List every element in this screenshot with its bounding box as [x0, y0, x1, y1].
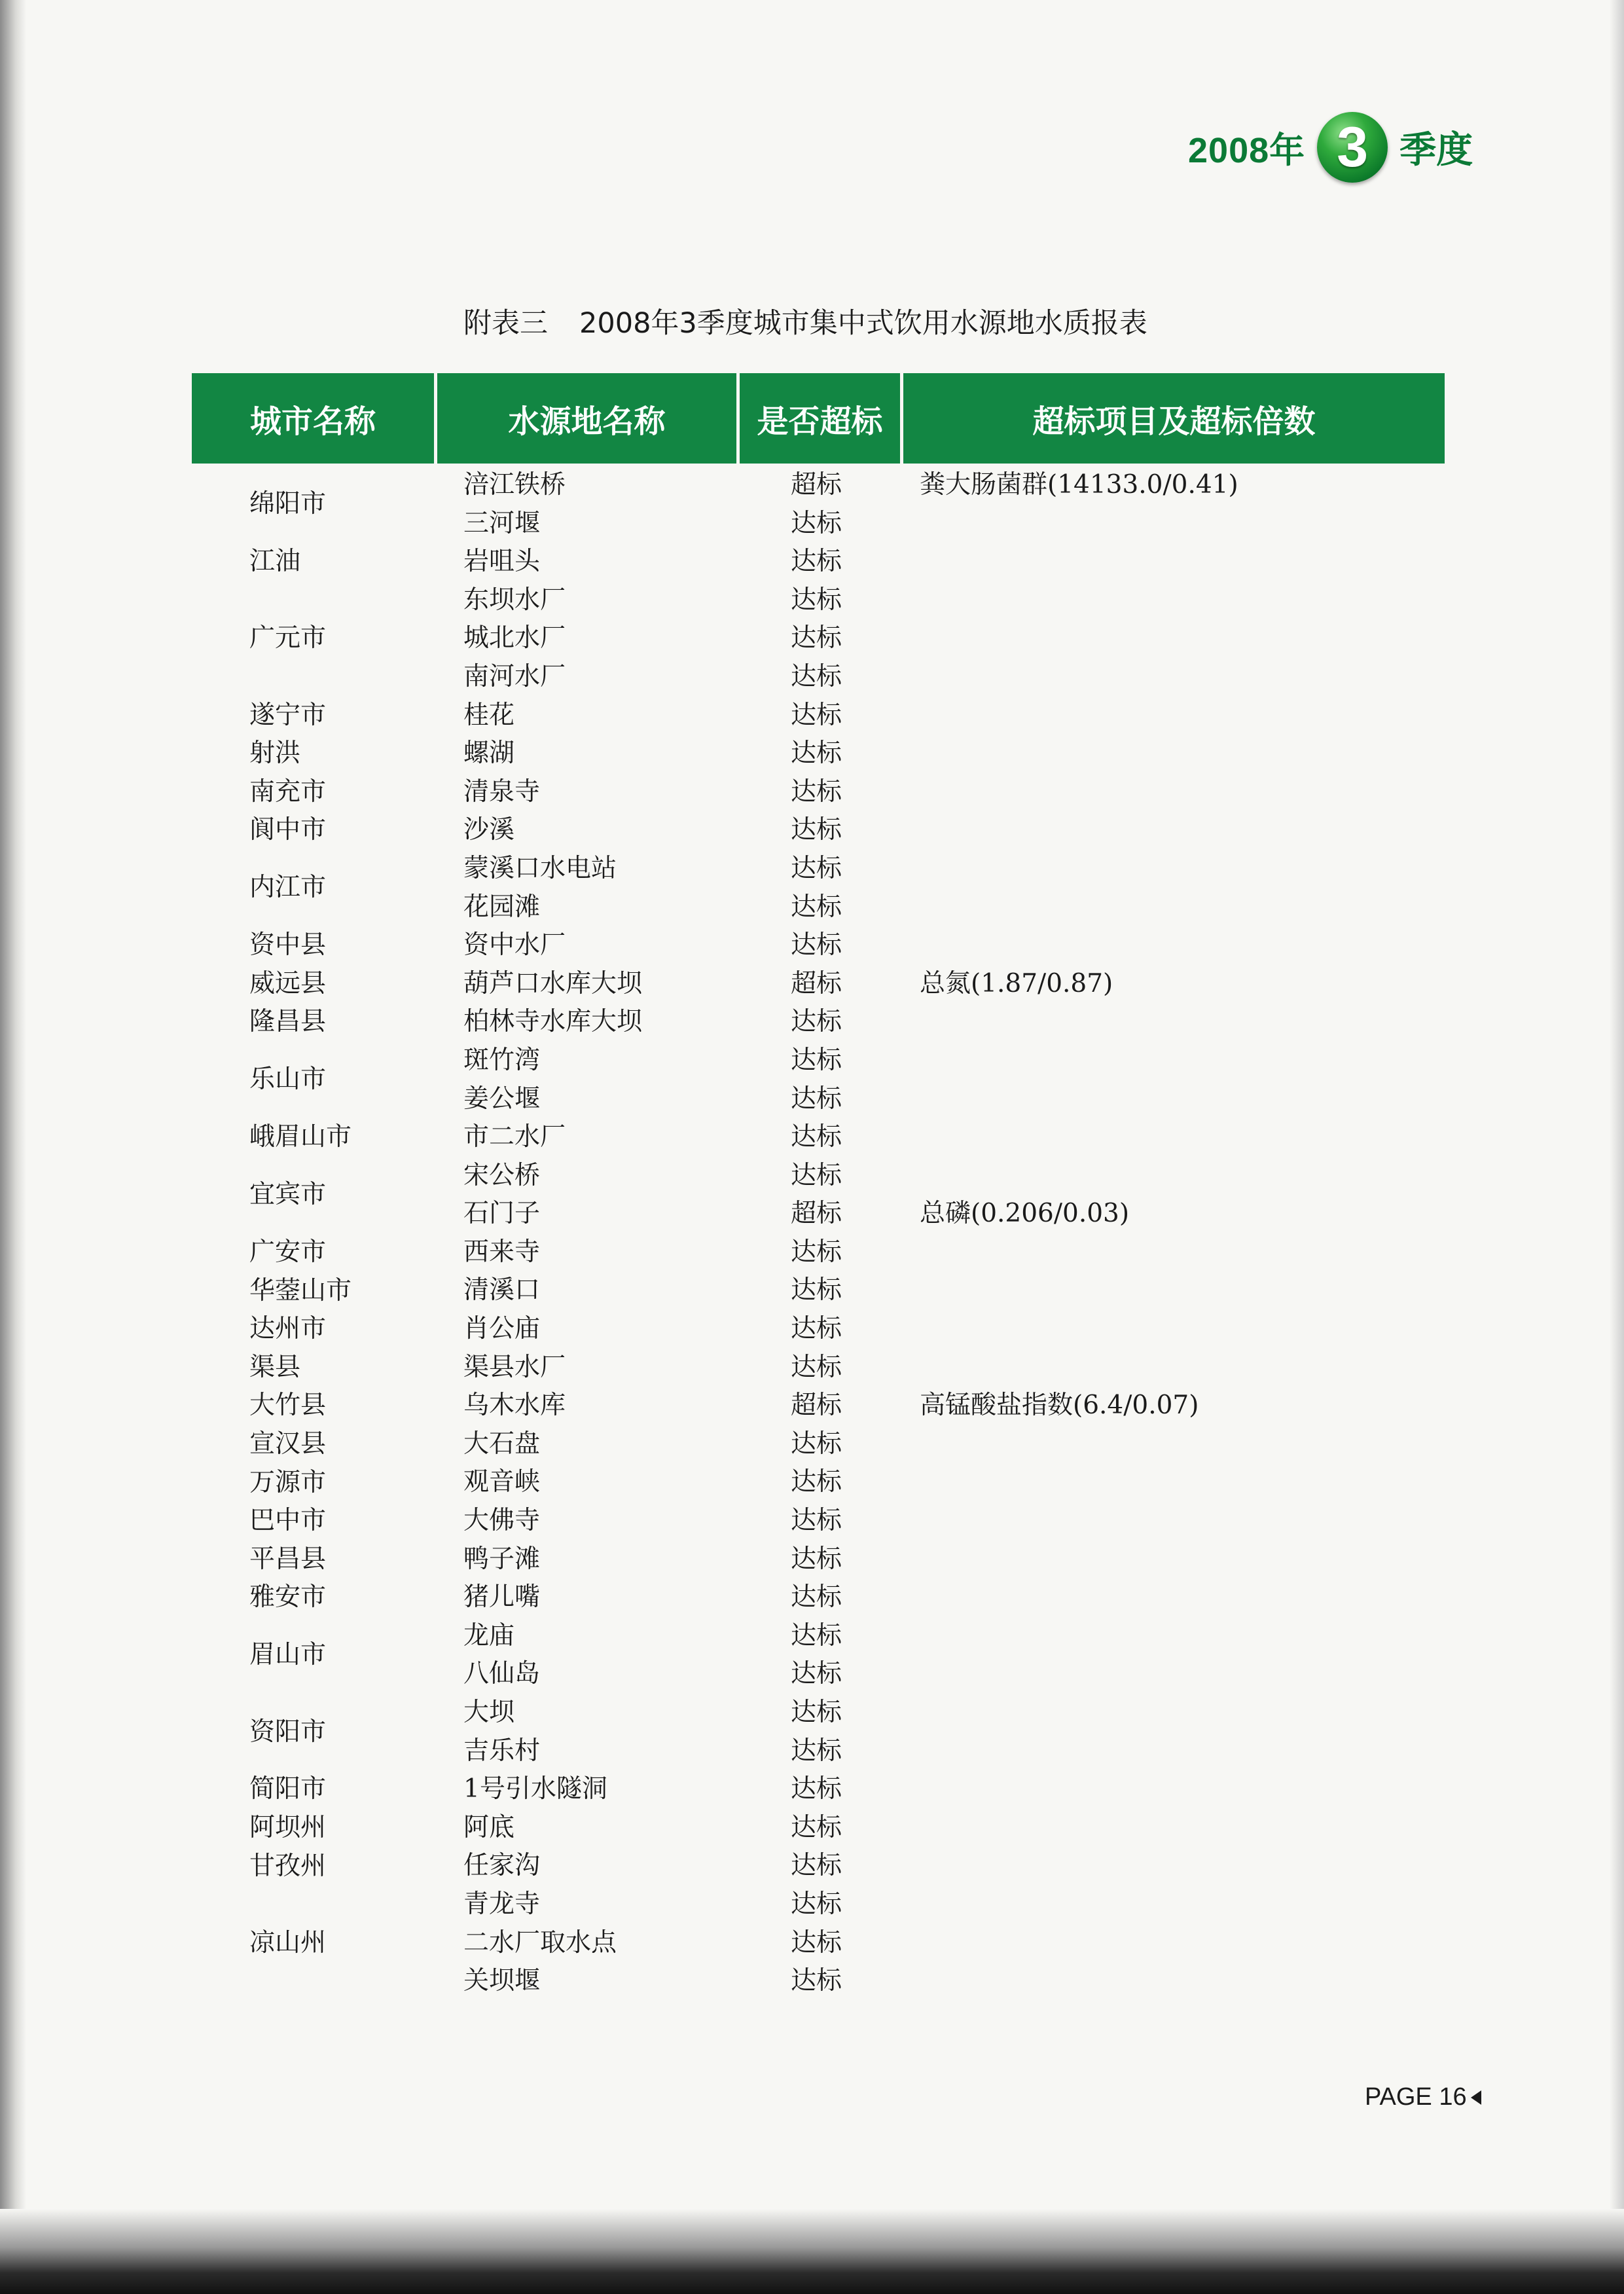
source-cell: 大佛寺	[463, 1506, 541, 1536]
city-cell: 威远县	[249, 968, 327, 998]
city-cell: 宣汉县	[249, 1429, 327, 1459]
city-cell: 达州市	[249, 1314, 327, 1344]
status-cell: 达标	[791, 1045, 842, 1075]
status-cell: 达标	[791, 1007, 842, 1037]
table-row	[192, 1732, 1445, 1771]
source-cell: 乌木水库	[463, 1391, 566, 1421]
status-cell: 达标	[791, 1774, 842, 1804]
status-cell: 超标	[791, 968, 842, 998]
city-cell: 射洪	[249, 738, 301, 769]
table-row	[192, 1885, 1445, 1924]
city-cell: 巴中市	[249, 1506, 327, 1536]
source-cell: 八仙岛	[463, 1659, 541, 1689]
table-row	[192, 1809, 1445, 1848]
table-row	[192, 1463, 1445, 1502]
status-cell: 达标	[791, 930, 842, 960]
exceed-item-cell: 高锰酸盐指数(6.4/0.07)	[920, 1391, 1199, 1421]
source-cell: 柏林寺水库大坝	[463, 1007, 643, 1037]
table-row	[192, 850, 1445, 888]
source-cell: 城北水厂	[463, 623, 566, 653]
table-row	[192, 1349, 1445, 1387]
source-cell: 资中水厂	[463, 930, 566, 960]
table-row	[192, 658, 1445, 697]
status-cell: 达标	[791, 1582, 842, 1612]
header-year: 2008年	[1188, 130, 1306, 170]
status-cell: 超标	[791, 1199, 842, 1229]
table-row	[192, 1770, 1445, 1809]
source-cell: 关坝堰	[463, 1966, 541, 1996]
city-cell: 江油	[249, 547, 301, 577]
status-cell: 达标	[791, 1698, 842, 1727]
table-row	[192, 466, 1445, 505]
source-cell: 渠县水厂	[463, 1352, 566, 1382]
source-cell: 桂花	[463, 700, 515, 730]
source-cell: 涪江铁桥	[463, 470, 566, 500]
source-cell: 吉乐村	[463, 1736, 541, 1766]
table-row	[192, 965, 1445, 1004]
source-cell: 青龙寺	[463, 1889, 541, 1919]
city-cell: 凉山州	[249, 1927, 327, 1957]
status-cell: 达标	[791, 1659, 842, 1689]
source-cell: 阿底	[463, 1812, 515, 1842]
source-cell: 市二水厂	[463, 1122, 566, 1152]
quarter-header	[1188, 111, 1473, 183]
city-cell: 资中县	[249, 930, 327, 960]
table-row	[192, 735, 1445, 773]
quarter-badge-icon: 3	[1317, 112, 1388, 183]
status-cell: 达标	[791, 1352, 842, 1382]
status-cell: 达标	[791, 815, 842, 845]
column-header-status: 是否超标	[740, 373, 903, 464]
column-header-source: 水源地名称	[437, 373, 740, 464]
page-number-text: PAGE 16	[1365, 2083, 1467, 2111]
city-cell: 隆昌县	[249, 1007, 327, 1037]
source-cell: 斑竹湾	[463, 1045, 541, 1075]
city-cell: 甘孜州	[249, 1851, 327, 1881]
table-row	[192, 1578, 1445, 1617]
table-row	[192, 888, 1445, 927]
status-cell: 达标	[791, 1927, 842, 1957]
city-cell: 乐山市	[249, 1065, 327, 1095]
source-cell: 猪儿嘴	[463, 1582, 541, 1612]
city-cell: 宜宾市	[249, 1180, 327, 1210]
table-title-lead: 附表三	[463, 307, 548, 340]
status-cell: 超标	[791, 470, 842, 500]
source-cell: 清溪口	[463, 1275, 541, 1305]
exceed-item-cell: 总磷(0.206/0.03)	[920, 1199, 1130, 1229]
table-row	[192, 773, 1445, 812]
table-row	[192, 1924, 1445, 1963]
table-row	[192, 1080, 1445, 1119]
scan-left-edge	[0, 0, 26, 2294]
table-row	[192, 811, 1445, 850]
table-row	[192, 619, 1445, 658]
source-cell: 清泉寺	[463, 776, 541, 807]
table-row	[192, 1157, 1445, 1195]
page-arrow-icon	[1471, 2090, 1481, 2105]
table-row	[192, 1617, 1445, 1656]
status-cell: 达标	[791, 1544, 842, 1574]
source-cell: 二水厂取水点	[463, 1927, 617, 1957]
scan-right-edge	[1610, 0, 1624, 2294]
table-row	[192, 1310, 1445, 1349]
table-row	[192, 1655, 1445, 1694]
city-cell: 渠县	[249, 1352, 301, 1382]
city-cell: 内江市	[249, 873, 327, 903]
city-cell: 平昌县	[249, 1544, 327, 1574]
status-cell: 达标	[791, 1160, 842, 1190]
city-cell: 阆中市	[249, 815, 327, 845]
source-cell: 岩咀头	[463, 547, 541, 577]
page-number	[1365, 2083, 1481, 2111]
status-cell: 达标	[791, 1314, 842, 1344]
source-cell: 蒙溪口水电站	[463, 853, 617, 883]
column-header-exceed-items: 超标项目及超标倍数	[1032, 403, 1316, 440]
status-cell: 达标	[791, 585, 842, 615]
source-cell: 西来寺	[463, 1237, 541, 1267]
city-cell: 大竹县	[249, 1391, 327, 1421]
table-row	[192, 1694, 1445, 1732]
city-cell: 资阳市	[249, 1717, 327, 1747]
status-cell: 达标	[791, 700, 842, 730]
source-cell: 葫芦口水库大坝	[463, 968, 643, 998]
source-cell: 肖公庙	[463, 1314, 541, 1344]
status-cell: 达标	[791, 1237, 842, 1267]
table-row	[192, 926, 1445, 965]
source-cell: 观音峡	[463, 1467, 541, 1497]
source-cell: 东坝水厂	[463, 585, 566, 615]
table-title-text: 2008年3季度城市集中式饮用水源地水质报表	[579, 307, 1147, 340]
status-cell: 达标	[791, 508, 842, 538]
source-cell: 沙溪	[463, 815, 515, 845]
header-season: 季度	[1399, 129, 1473, 170]
source-cell: 龙庙	[463, 1620, 515, 1650]
city-cell: 广元市	[249, 623, 327, 653]
status-cell: 达标	[791, 1429, 842, 1459]
status-cell: 达标	[791, 1620, 842, 1650]
source-cell: 1号引水隧洞	[463, 1774, 607, 1804]
city-cell: 遂宁市	[249, 700, 327, 730]
city-cell: 广安市	[249, 1237, 327, 1267]
city-cell: 绵阳市	[249, 489, 327, 519]
source-cell: 姜公堰	[463, 1083, 541, 1114]
status-cell: 达标	[791, 738, 842, 769]
table-row	[192, 505, 1445, 543]
status-cell: 超标	[791, 1391, 842, 1421]
table-row	[192, 1962, 1445, 2001]
status-cell: 达标	[791, 547, 842, 577]
city-cell: 眉山市	[249, 1640, 327, 1670]
table-row	[192, 1425, 1445, 1464]
table-row	[192, 1387, 1445, 1425]
table-row	[192, 1042, 1445, 1080]
table-row	[192, 1540, 1445, 1579]
column-header-city: 城市名称	[192, 373, 437, 464]
table-title	[463, 301, 1147, 341]
city-cell: 南充市	[249, 776, 327, 807]
source-cell: 石门子	[463, 1199, 541, 1229]
status-cell: 达标	[791, 1851, 842, 1881]
status-cell: 达标	[791, 1467, 842, 1497]
table-row	[192, 543, 1445, 581]
source-cell: 鸭子滩	[463, 1544, 541, 1574]
status-cell: 达标	[791, 853, 842, 883]
source-cell: 三河堰	[463, 508, 541, 538]
exceed-item-cell: 粪大肠菌群(14133.0/0.41)	[920, 470, 1238, 500]
table-row	[192, 1195, 1445, 1233]
table-row	[192, 697, 1445, 735]
city-cell: 峨眉山市	[249, 1122, 352, 1152]
status-cell: 达标	[791, 661, 842, 691]
city-cell: 万源市	[249, 1467, 327, 1497]
status-cell: 达标	[791, 892, 842, 922]
table-row	[192, 1233, 1445, 1272]
status-cell: 达标	[791, 1122, 842, 1152]
status-cell: 达标	[791, 1812, 842, 1842]
scan-bottom-edge	[0, 2209, 1624, 2294]
table-row	[192, 1502, 1445, 1540]
status-cell: 达标	[791, 623, 842, 653]
status-cell: 达标	[791, 1966, 842, 1996]
table-row	[192, 1118, 1445, 1157]
city-cell: 雅安市	[249, 1582, 327, 1612]
status-cell: 达标	[791, 1889, 842, 1919]
source-cell: 南河水厂	[463, 661, 566, 691]
source-cell: 任家沟	[463, 1851, 541, 1881]
table-row	[192, 581, 1445, 620]
status-cell: 达标	[791, 1275, 842, 1305]
city-cell: 简阳市	[249, 1774, 327, 1804]
source-cell: 大坝	[463, 1698, 515, 1727]
source-cell: 宋公桥	[463, 1160, 541, 1190]
city-cell: 华蓥山市	[249, 1275, 352, 1305]
source-cell: 螺湖	[463, 738, 515, 769]
table-header	[192, 373, 1445, 464]
status-cell: 达标	[791, 1083, 842, 1114]
table-row	[192, 1271, 1445, 1310]
city-cell: 阿坝州	[249, 1813, 327, 1842]
status-cell: 达标	[791, 776, 842, 807]
status-cell: 达标	[791, 1736, 842, 1766]
exceed-item-cell: 总氮(1.87/0.87)	[920, 968, 1113, 998]
table-row	[192, 1003, 1445, 1042]
table-row	[192, 1847, 1445, 1885]
source-cell: 花园滩	[463, 892, 541, 922]
status-cell: 达标	[791, 1506, 842, 1536]
source-cell: 大石盘	[463, 1429, 541, 1459]
table-body	[192, 466, 1445, 2001]
